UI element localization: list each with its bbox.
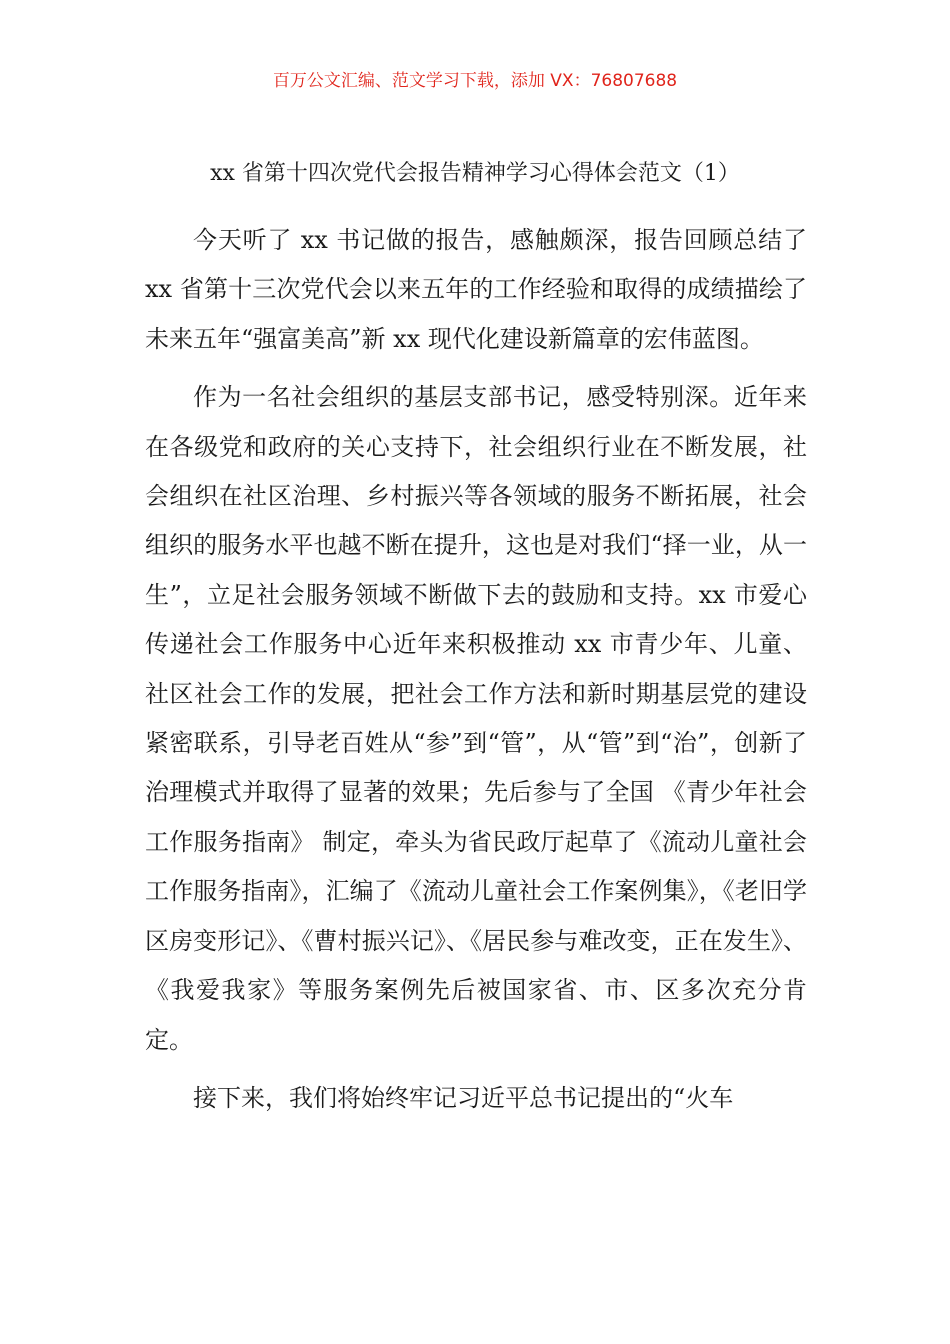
document-title: xx 省第十四次党代会报告精神学习心得体会范文（1） (210, 161, 740, 186)
document-body (145, 216, 807, 1123)
paragraph-1: 今天听了 xx 书记做的报告，感触颇深，报告回顾总结了 xx 省第十三次党代会以来五年的工作经验和取得的成绩描绘了未来五年“强富美高”新 xx 现代化建设新篇章的宏伟蓝图。 (145, 226, 807, 353)
paragraph-2: 作为一名社会组织的基层支部书记，感受特别深。近年来在各级党和政府的关心支持下，社会组织行业在不断发展，社会组织在社区治理、乡村振兴等各领域的服务不断拓展，社会组织的服务水平也越不断在提升，这也是对我们“择一业，从一生”，立足社会服务领域不断做下去的鼓励和支持。xx 市爱心传递社会工作服务中心近年来积极推动 xx 市青少年、儿童、社区社会工作的发展，把社会工作方法和新时期基层党的建设紧密联系，引导老百姓从“参”到“管”，从“管”到“治”，创新了治理模式并取得了显著的效果；先后参与了全国 《青少年社会工作服务指南》 制定，牵头为省民政厅起草了《流动儿童社会工作服务指南》，汇编了《流动儿童社会工作案例集》，《老旧学区房变形记》、《曹村振兴记》、《居民参与难改变，正在发生》、《我爱我家》等服务案例先后被国家省、市、区多次充分肯定。 (145, 383, 807, 1054)
header-banner: 百万公文汇编、范文学习下载，添加 VX：76807688 (272, 71, 678, 91)
paragraph-3: 接下来，我们将始终牢记习近平总书记提出的“火车 (193, 1083, 734, 1112)
